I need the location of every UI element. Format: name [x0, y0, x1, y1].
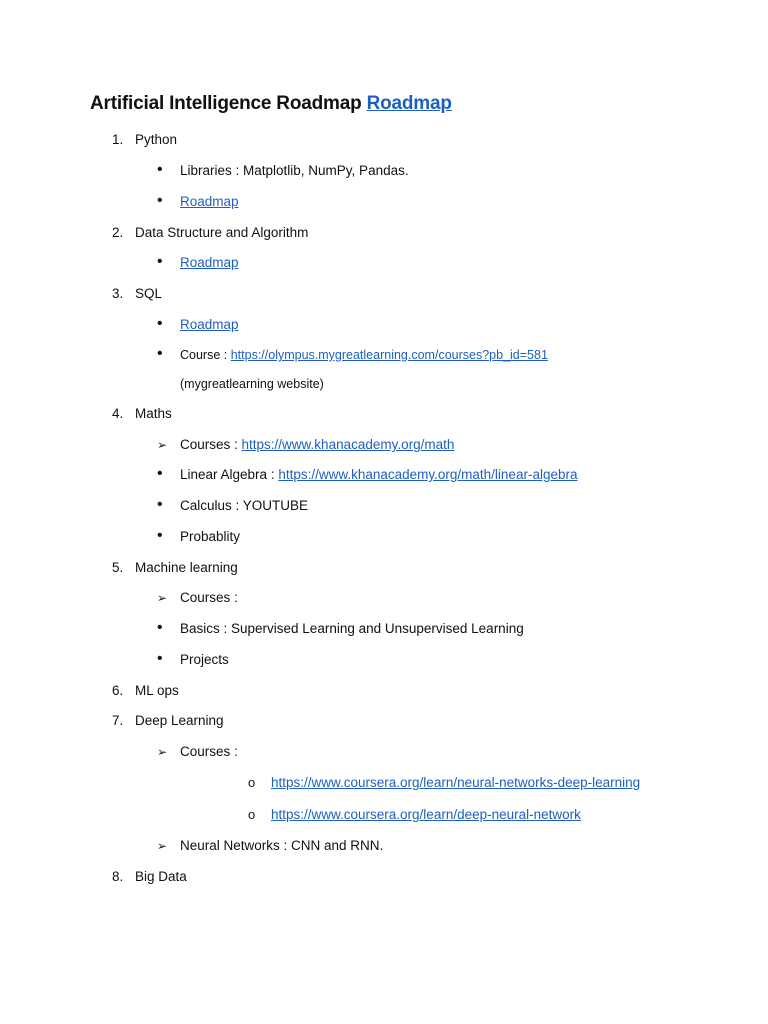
list-number-7: 7.	[112, 713, 124, 728]
item-ml-ops: ML ops	[135, 683, 179, 698]
dl-courses: Courses :	[180, 744, 238, 759]
arrow-bullet-icon: ➢	[157, 745, 168, 759]
list-number-3: 3.	[112, 286, 124, 301]
item-python: Python	[135, 132, 178, 147]
list-number-5: 5.	[112, 560, 124, 575]
bullet-icon: •	[157, 192, 163, 209]
bullet-icon: •	[157, 465, 163, 482]
arrow-bullet-icon: ➢	[157, 438, 168, 452]
title-text: Artificial Intelligence Roadmap	[90, 93, 362, 114]
ml-projects: Projects	[180, 652, 229, 667]
maths-linear-line	[180, 466, 577, 484]
item-dsa: Data Structure and Algorithm	[135, 225, 309, 240]
bullet-icon: •	[157, 345, 163, 362]
dl-course-link-2[interactable]: https://www.coursera.org/learn/deep-neural-network	[271, 807, 581, 822]
item-deep-learning: Deep Learning	[135, 713, 224, 728]
maths-linear-label: Linear Algebra :	[180, 467, 279, 482]
item-sql: SQL	[135, 286, 163, 301]
list-number-1: 1.	[112, 132, 124, 147]
ml-courses: Courses :	[180, 590, 238, 605]
sql-course-link[interactable]: https://olympus.mygreatlearning.com/courses?pb_id=581	[230, 348, 548, 362]
python-roadmap-link[interactable]: Roadmap	[180, 194, 239, 209]
page-title	[90, 93, 452, 115]
list-number-6: 6.	[112, 683, 124, 698]
maths-courses-label: Courses :	[180, 437, 242, 452]
bullet-icon: •	[157, 650, 163, 667]
maths-courses-line	[180, 436, 454, 454]
bullet-icon: •	[157, 619, 163, 636]
bullet-icon: •	[157, 315, 163, 332]
item-maths: Maths	[135, 406, 172, 421]
bullet-icon: •	[157, 161, 163, 178]
maths-courses-link[interactable]: https://www.khanacademy.org/math	[241, 437, 455, 452]
sql-course-line	[180, 346, 548, 364]
list-number-2: 2.	[112, 225, 124, 240]
item-big-data: Big Data	[135, 869, 187, 884]
ml-basics: Basics : Supervised Learning and Unsupervised Learning	[180, 621, 524, 636]
list-number-8: 8.	[112, 869, 124, 884]
sql-course-label: Course :	[180, 348, 231, 362]
sql-course-note: (mygreatlearning website)	[180, 377, 324, 391]
item-machine-learning: Machine learning	[135, 560, 238, 575]
dsa-roadmap-link[interactable]: Roadmap	[180, 255, 239, 270]
bullet-icon: •	[157, 527, 163, 544]
maths-probability: Probablity	[180, 529, 241, 544]
python-libraries: Libraries : Matplotlib, NumPy, Pandas.	[180, 163, 409, 178]
list-number-4: 4.	[112, 406, 124, 421]
bullet-icon: •	[157, 496, 163, 513]
maths-calculus: Calculus : YOUTUBE	[180, 498, 309, 513]
bullet-icon: •	[157, 253, 163, 270]
arrow-bullet-icon: ➢	[157, 839, 168, 853]
dl-neural-networks: Neural Networks : CNN and RNN.	[180, 838, 384, 853]
title-roadmap-link[interactable]: Roadmap	[366, 93, 452, 114]
maths-linear-link[interactable]: https://www.khanacademy.org/math/linear-algebra	[278, 467, 578, 482]
circle-bullet-icon: o	[248, 775, 256, 790]
circle-bullet-icon: o	[248, 807, 256, 822]
dl-course-link-1[interactable]: https://www.coursera.org/learn/neural-networks-deep-learning	[271, 775, 641, 790]
sql-roadmap-link[interactable]: Roadmap	[180, 317, 239, 332]
arrow-bullet-icon: ➢	[157, 591, 168, 605]
